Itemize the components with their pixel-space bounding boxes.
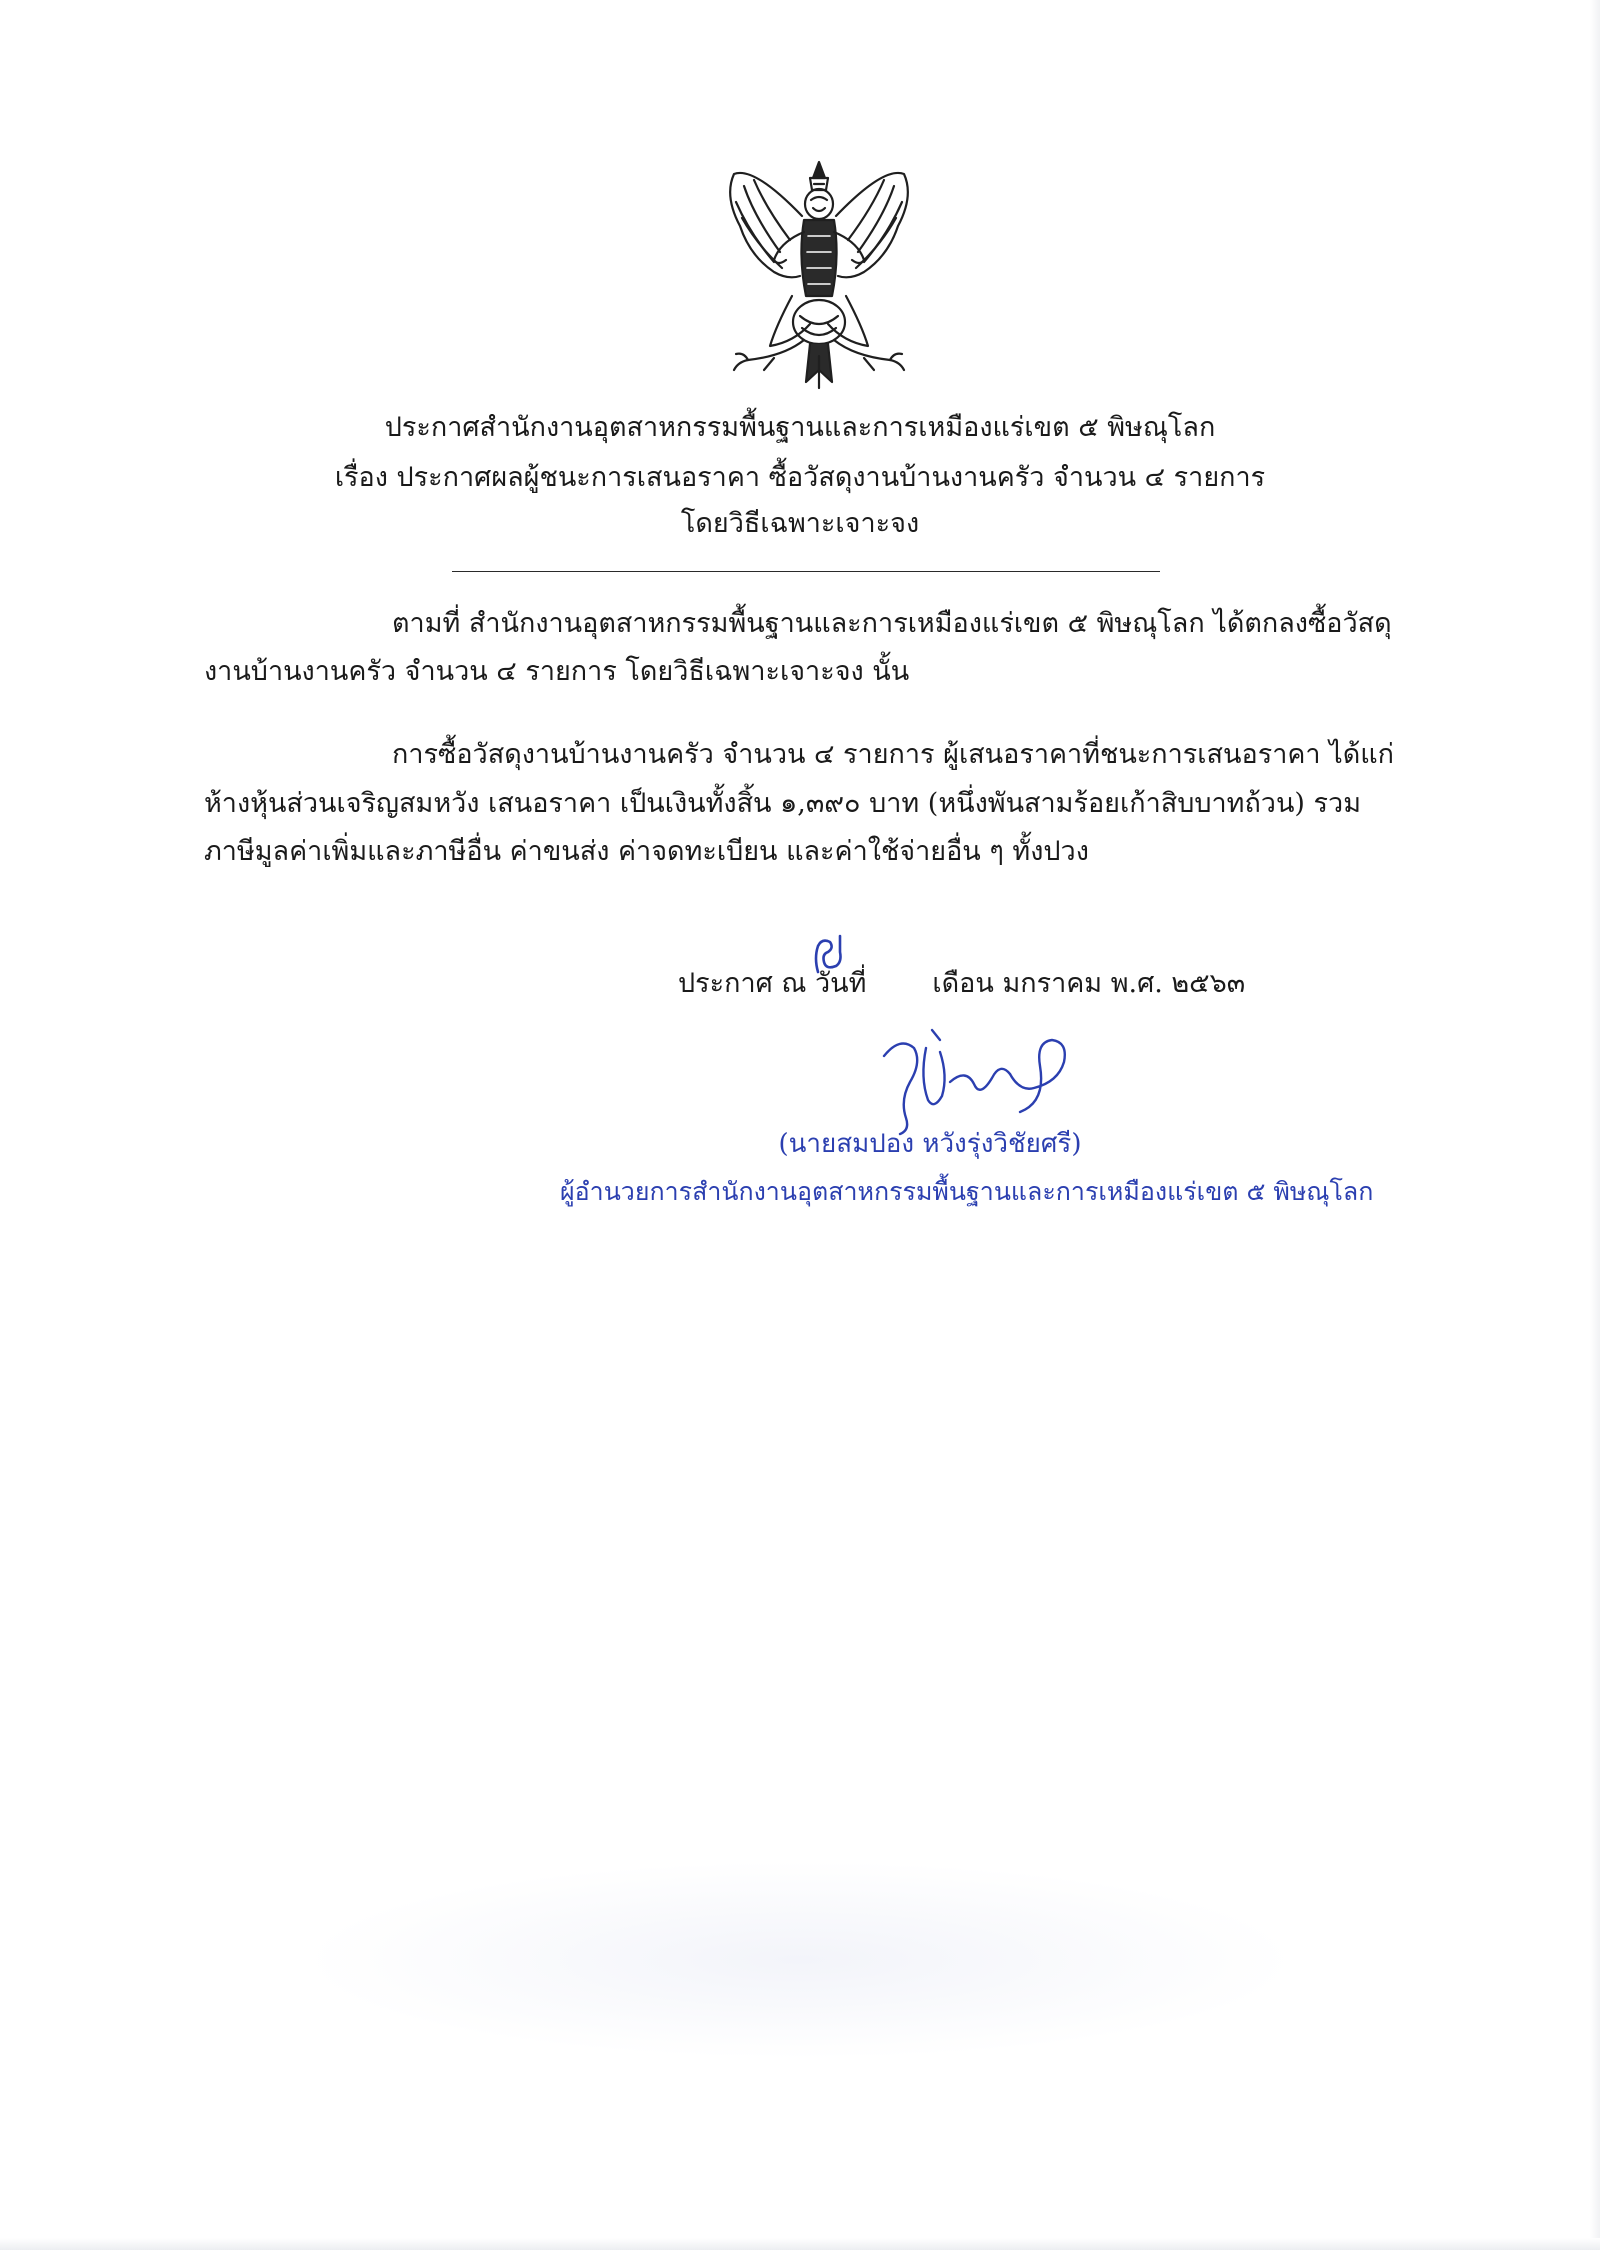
announcement-date xyxy=(678,964,1245,1004)
paragraph-2-line-1: การซื้อวัสดุงานบ้านงานครัว จำนวน ๔ รายการ ผู้เสนอราคาที่ชนะการเสนอราคา ได้แก่ xyxy=(392,739,1395,770)
announcement-heading: ประกาศสำนักงานอุตสาหกรรมพื้นฐานและการเหมืองแร่เขต ๕ พิษณุโลก xyxy=(384,412,1216,443)
paragraph-1-line-2: งานบ้านงานครัว จำนวน ๔ รายการ โดยวิธีเฉพาะเจาะจง นั้น xyxy=(204,656,910,687)
scan-smudge xyxy=(300,1860,1300,2060)
signature-icon xyxy=(870,1022,1080,1138)
signer-title: ผู้อำนวยการสำนักงานอุตสาหกรรมพื้นฐานและการเหมืองแร่เขต ๕ พิษณุโลก xyxy=(560,1177,1374,1206)
paragraph-2-line-3: ภาษีมูลค่าเพิ่มและภาษีอื่น ค่าขนส่ง ค่าจดทะเบียน และค่าใช้จ่ายอื่น ๆ ทั้งปวง xyxy=(204,836,1089,867)
paragraph-1-line-1: ตามที่ สำนักงานอุตสาหกรรมพื้นฐานและการเหมืองแร่เขต ๕ พิษณุโลก ได้ตกลงซื้อวัสดุ xyxy=(392,608,1392,639)
handwritten-day-icon xyxy=(810,932,846,976)
garuda-emblem-icon xyxy=(714,156,924,392)
date-suffix: เดือน มกราคม พ.ศ. ๒๕๖๓ xyxy=(932,968,1246,999)
date-prefix: ประกาศ ณ วันที่ xyxy=(678,968,867,999)
scan-edge-right xyxy=(1590,0,1600,2250)
announcement-subject: เรื่อง ประกาศผลผู้ชนะการเสนอราคา ซื้อวัสดุงานบ้านงานครัว จำนวน ๔ รายการ xyxy=(334,462,1266,493)
paragraph-2-line-2: ห้างหุ้นส่วนเจริญสมหวัง เสนอราคา เป็นเงินทั้งสิ้น ๑,๓๙๐ บาท (หนึ่งพันสามร้อยเก้าสิบบาทถ้วน) รวม xyxy=(204,788,1361,819)
signer-name: (นายสมปอง หวังรุ่งวิชัยศรี) xyxy=(778,1129,1082,1159)
scan-edge-bottom xyxy=(0,2238,1600,2250)
procurement-method: โดยวิธีเฉพาะเจาะจง xyxy=(680,508,920,539)
heading-divider xyxy=(452,571,1160,572)
